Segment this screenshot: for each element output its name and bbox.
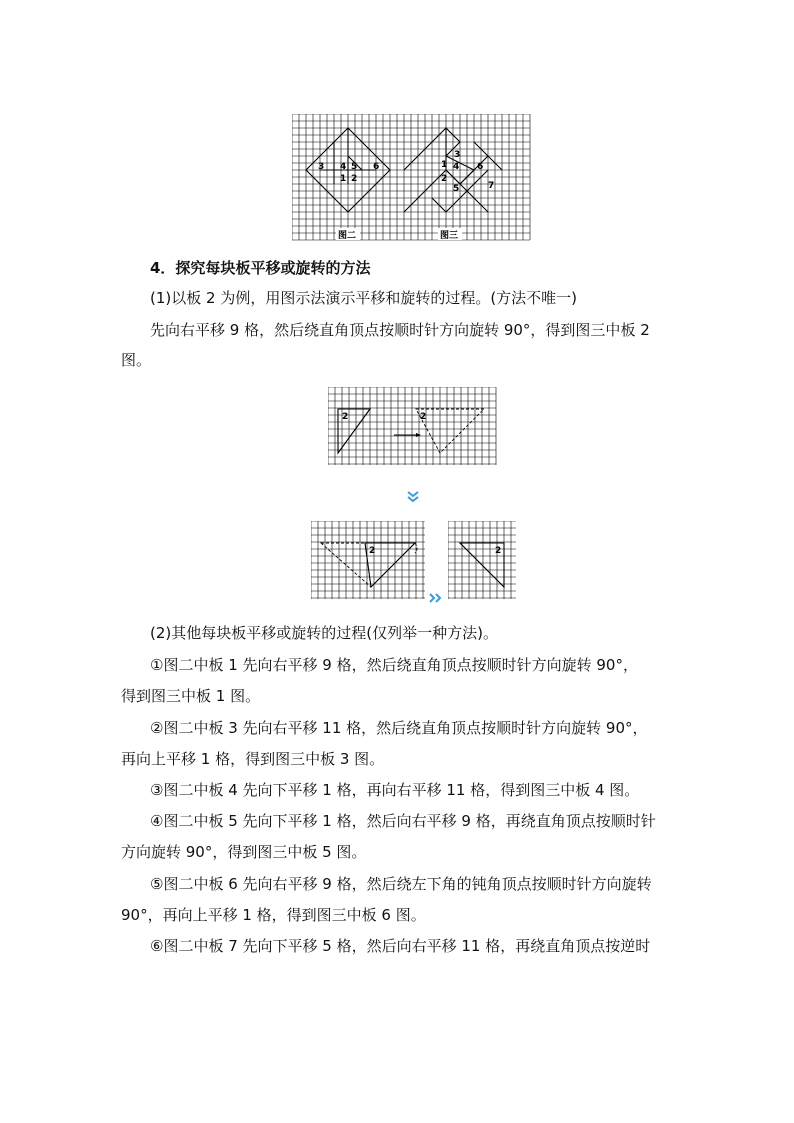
fig3-num-7: 7 xyxy=(488,181,495,191)
double-chevron-down-icon xyxy=(406,490,420,504)
part2-item-line: ④图二中板 5 先向下平移 1 格，然后向右平移 9 格，再绕直角顶点按顺时针 xyxy=(150,812,656,830)
fig2-num-5: 5 xyxy=(351,162,358,172)
fig2-num-1: 1 xyxy=(340,174,347,184)
section-heading: 4．探究每块板平移或旋转的方法 xyxy=(150,259,371,277)
result-board-2-label: 2 xyxy=(495,546,502,556)
fig2-num-4: 4 xyxy=(340,162,347,172)
part2-item-line: ⑥图二中板 7 先向下平移 5 格，然后向右平移 11 格，再绕直角顶点按逆时 xyxy=(150,937,651,955)
fig3-num-3: 3 xyxy=(454,150,461,160)
caption-figure3: 图三 xyxy=(440,231,459,241)
fig3-num-2: 2 xyxy=(441,174,448,184)
part2-title: (2)其他每块板平移或旋转的过程(仅列举一种方法)。 xyxy=(150,624,498,642)
fig3-num-1: 1 xyxy=(441,160,448,170)
board-2-label: 2 xyxy=(342,412,349,422)
part2-item-line: 再向上平移 1 格，得到图三中板 3 图。 xyxy=(121,750,385,768)
fig3-num-4: 4 xyxy=(453,162,460,172)
part1-title: (1)以板 2 为例，用图示法演示平移和旋转的过程。(方法不唯一) xyxy=(150,289,578,307)
fig2-num-3: 3 xyxy=(318,162,325,172)
double-chevron-right-icon xyxy=(428,592,444,604)
part2-item-line: ①图二中板 1 先向右平移 9 格，然后绕直角顶点按顺时针方向旋转 90°， xyxy=(150,656,638,674)
part2-item-line: ③图二中板 4 先向下平移 1 格，再向右平移 11 格，得到图三中板 4 图。 xyxy=(150,781,640,799)
caption-figure2: 图二 xyxy=(338,231,357,241)
rotation-board-2-label: 2 xyxy=(369,546,376,556)
fig2-num-6: 6 xyxy=(373,162,380,172)
part2-item-line: ⑤图二中板 6 先向右平移 9 格，然后绕左下角的钝角顶点按顺时针方向旋转 xyxy=(150,875,652,893)
tangram-grid-figure xyxy=(292,114,532,242)
part2-item-line: 90°，再向上平移 1 格，得到图三中板 6 图。 xyxy=(121,906,426,924)
fig3-num-5: 5 xyxy=(453,184,460,194)
part1-desc-line2: 图。 xyxy=(121,351,152,369)
demo-result-figure xyxy=(448,521,518,601)
demo-rotation-figure xyxy=(311,521,427,601)
demo-translation-figure xyxy=(328,387,498,467)
part1-desc-line1: 先向右平移 9 格，然后绕直角顶点按顺时针方向旋转 90°，得到图三中板 2 xyxy=(150,321,650,339)
part2-item-line: ②图二中板 3 先向右平移 11 格，然后绕直角顶点按顺时针方向旋转 90°， xyxy=(150,719,648,737)
fig2-num-2: 2 xyxy=(351,174,358,184)
part2-item-line: 得到图三中板 1 图。 xyxy=(121,687,261,705)
part2-item-line: 方向旋转 90°，得到图三中板 5 图。 xyxy=(121,843,367,861)
board-2-ghost-label: 2 xyxy=(420,412,427,422)
fig3-num-6: 6 xyxy=(477,162,484,172)
